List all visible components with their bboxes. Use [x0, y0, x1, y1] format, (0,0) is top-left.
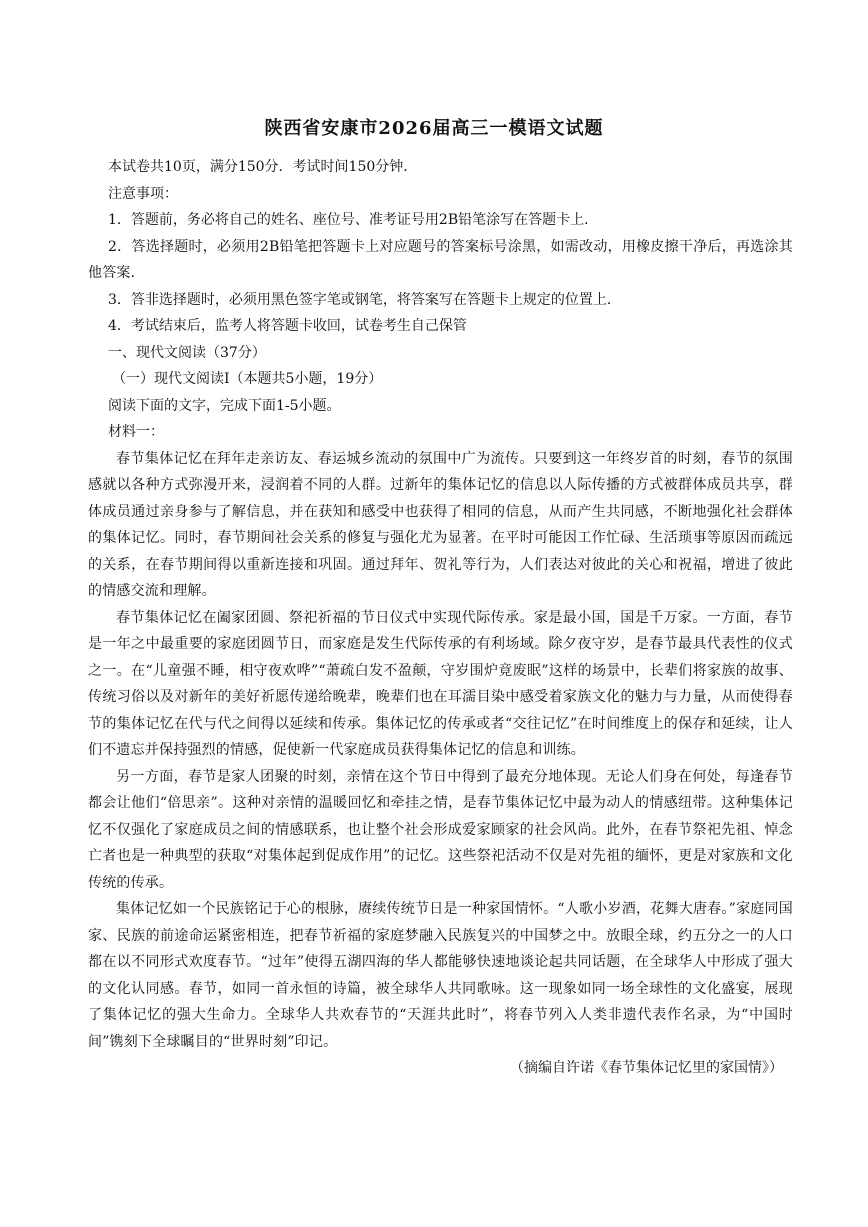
reading-instruction: 阅读下面的文字，完成下面1-5小题。	[108, 397, 341, 414]
body-paragraph: 集体记忆如一个民族铭记于心的根脉，赓续传统节日是一种家国情怀。“人歌小岁酒，花舞大唐春。”家庭同国家、民族的前途命运紧密相连，把春节祈福的家庭梦融入民族复兴的中国梦之中。放眼全球，约五分之一的人口都在以不同形式欢度春节。“过年”使得五湖四海的华人都能够快速地谈论起共同话题，在全球华人中形成了强大的文化认同感。春节，如同一首永恒的诗篇，被全球华人共同歌咏。这一现象如同一场全球性的文化盛宴，展现了集体记忆的强大生命力。全球华人共欢春节的“天涯共此时”，将春节列入人类非遗代表作名录，为“中国时间”镌刻下全球瞩目的“世界时刻”印记。	[88, 901, 793, 1050]
material-label: 材料一：	[108, 424, 164, 440]
section-heading: 一、现代文阅读（37分）	[108, 344, 266, 361]
body-paragraph: 春节集体记忆在拜年走亲访友、春运城乡流动的氛围中广为流传。只要到这一年终岁首的时刻，春节的氛围感就以各种方式弥漫开来，浸润着不同的人群。过新年的集体记忆的信息以人际传播的方式被群体成员共享，群体成员通过亲身参与了解信息，并在获知和感受中也获得了相同的信息，从而产生共同感，不断地强化社会群体的集体记忆。同时，春节期间社会关系的修复与强化尤为显著。在平时可能因工作忙碌、生活琐事等原因而疏远的关系，在春节期间得以重新连接和巩固。通过拜年、贺礼等行为，人们表达对彼此的关心和祝福，增进了彼此的情感交流和理解。	[88, 450, 793, 599]
body-paragraph: 另一方面，春节是家人团聚的时刻，亲情在这个节日中得到了最充分地体现。无论人们身在何处，每逢春节都会让他们“倍思亲”。这种对亲情的温暖回忆和牵挂之情，是春节集体记忆中最为动人的情感纽带。这种集体记忆不仅强化了家庭成员之间的情感联系，也让整个社会形成爱家顾家的社会风尚。此外，在春节祭祀先祖、悼念亡者也是一种典型的获取“对集体起到促成作用”的记忆。这些祭祀活动不仅是对先祖的缅怀，更是对家族和文化传统的传承。	[88, 768, 793, 891]
body-paragraph: 春节集体记忆在阖家团圆、祭祀祈福的节日仪式中实现代际传承。家是最小国，国是千万家。一方面，春节是一年之中最重要的家庭团圆节日，而家庭是发生代际传承的有利场域。除夕夜守岁，是春节最具代表性的仪式之一。在“儿童强不睡，相守夜欢哗”“萧疏白发不盈颠，守岁围炉竟废眠”这样的场景中，长辈们将家族的故事、传统习俗以及对新年的美好祈愿传递给晚辈，晚辈们也在耳濡目染中感受着家族文化的魅力与力量，从而使得春节的集体记忆在代与代之间得以延续和传承。集体记忆的传承或者“交往记忆”在时间维度上的保存和延续，让人们不遗忘并保持强烈的情感，促使新一代家庭成员获得集体记忆的信息和训练。	[88, 609, 793, 758]
document-body	[88, 154, 793, 1082]
subsection-heading: （一）现代文阅读I（本题共5小题，19分）	[112, 371, 383, 387]
source-citation: （摘编自许诺《春节集体记忆里的家国情》）	[510, 1060, 783, 1076]
notice-item: 4．考试结束后，监考人将答题卡收回，试卷考生自己保管	[108, 318, 467, 334]
notice-item: 1．答题前，务必将自己的姓名、座位号、准考证号用2B铅笔涂写在答题卡上．	[108, 212, 599, 228]
notice-item: 3．答非选择题时，必须用黑色签字笔或钢笔，将答案写在答题卡上规定的位置上．	[108, 291, 621, 308]
exam-intro: 本试卷共10页，满分150分．考试时间150分钟．	[108, 159, 418, 175]
notice-heading: 注意事项：	[108, 185, 178, 202]
notice-item: 2．答选择题时，必须用2B铅笔把答题卡上对应题号的答案标号涂黑，如需改动，用橡皮擦干净后，再选涂其他答案．	[88, 238, 793, 281]
document-title: 陕西省安康市2026届高三一模语文试题	[264, 118, 604, 139]
